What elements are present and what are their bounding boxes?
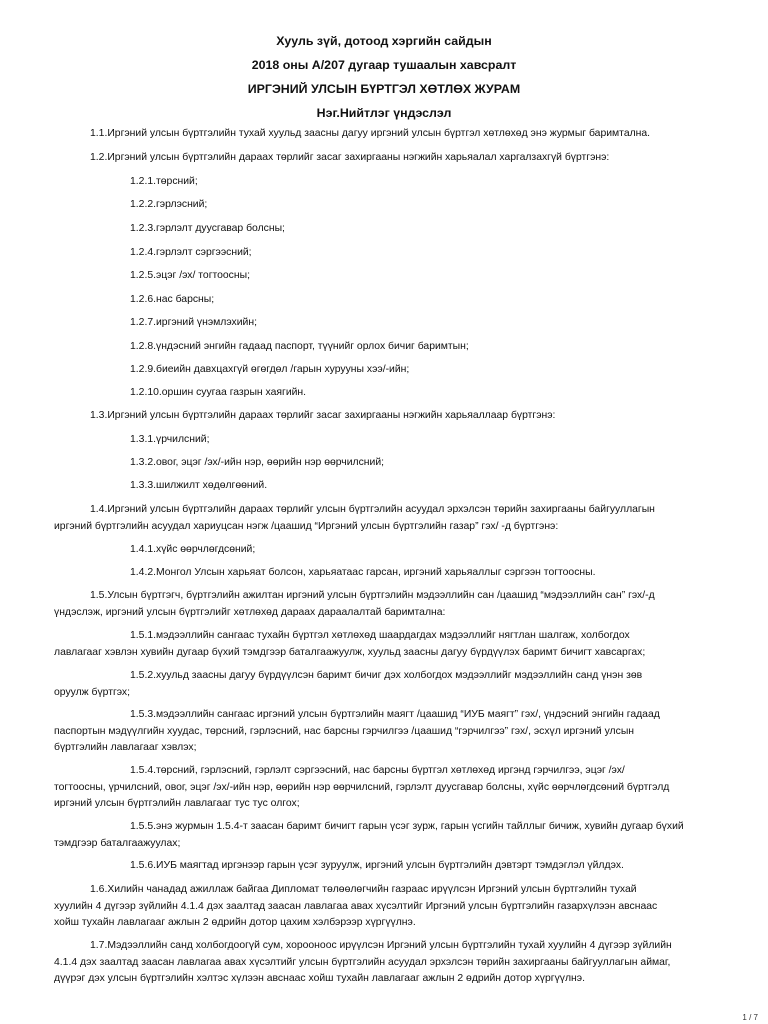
paragraph-line: 1.7.Мэдээллийн санд холбогдоогүй сум, хорооноос ирүүлсэн Иргэний улсын бүртгэлийн тухай хуулийн 4 дүгээр зүйлийн xyxy=(90,940,672,951)
list-item: 1.3.2.овог, эцэг /эх/-ийн нэр, өөрийн нэр өөрчилсний; xyxy=(130,457,385,468)
paragraph-1-5-5 xyxy=(54,819,730,852)
paragraph-line: 1.5.Улсын бүртгэгч, бүртгэлийн ажилтан иргэний улсын бүртгэлийн мэдээллийн сан /цаашид “мэдээллийн сан” гэх/-д xyxy=(90,590,655,601)
paragraph-1-5-1 xyxy=(54,628,730,661)
paragraph-line: 1.5.1.мэдээллийн сангаас тухайн бүртгэл хөтлөхөд шаардагдах мэдээллийг нягтлан шалгаж, холбогдох xyxy=(130,630,630,641)
paragraph-line: иргэний бүртгэлийн асуудал хариуцсан нэгж /цаашид “Иргэний улсын бүртгэлийн газар” гэх/ -д бүртгэнэ: xyxy=(54,520,559,532)
paragraph-1-5-3 xyxy=(54,707,730,757)
section-heading: Нэг.Нийтлэг үндэслэл xyxy=(316,106,452,120)
paragraph-1-5-2 xyxy=(54,668,730,701)
paragraph-line: 1.5.2.хуульд заасны дагуу бүрдүүлсэн баримт бичиг дэх холбогдох мэдээллийг мэдээллийн санд үнэн зөв xyxy=(130,670,643,681)
paragraph-line: оруулж бүртгэх; xyxy=(54,686,131,698)
paragraph-line: үндэслэж, иргэний улсын бүртгэлийг хөтлөхөд дараах дараалалтай баримтална: xyxy=(54,606,446,618)
paragraph-1-2: 1.2.Иргэний улсын бүртгэлийн дараах төрлийг засаг захиргааны нэгжийн харьяалал харгалзахгүй бүртгэнэ: xyxy=(90,152,610,163)
paragraph-line: 4.1.4 дэх заалтад заасан лавлагаа авах хүсэлтийг улсын бүртгэлийн асуудал эрхэлсэн төрийн захиргааны байгууллагын аймаг, xyxy=(54,956,671,968)
paragraph-1-5 xyxy=(54,588,730,621)
list-item: 1.2.2.гэрлэсний; xyxy=(130,199,208,210)
paragraph-line: хуулийн 4 дүгээр зүйлийн 4.1.4 дэх заалтад заасан лавлагаа авах хүсэлтийг Иргэний улсын бүртгэлийн газархүлээн авснаас xyxy=(54,900,658,912)
paragraph-1-7 xyxy=(54,938,730,988)
paragraph-line: тэмдгээр баталгаажуулах; xyxy=(54,837,181,849)
list-item: 1.3.3.шилжилт хөдөлгөөний. xyxy=(130,480,268,491)
list-item: 1.2.7.иргэний үнэмлэхийн; xyxy=(130,317,257,328)
paragraph-1-3: 1.3.Иргэний улсын бүртгэлийн дараах төрлийг засаг захиргааны нэгжийн харьяаллаар бүртгэнэ: xyxy=(90,410,556,421)
list-item: 1.4.1.хүйс өөрчлөгдсөний; xyxy=(130,544,256,555)
paragraph-line: хойш тухайн лавлагааг ажлын 2 өдрийн дотор цахим хэлбэрээр хүргүүлнэ. xyxy=(54,917,416,928)
paragraph-1-4 xyxy=(54,502,730,535)
list-item: 1.2.4.гэрлэлт сэргээсний; xyxy=(130,247,252,258)
list-item: 1.2.6.нас барсны; xyxy=(130,294,215,305)
paragraph-line: тогтоосны, үрчилсний, овог, эцэг /эх/-ийн нэр, өөрийн нэр өөрчилсний, гэрлэлт дуусгавар болсны, хүйс өөрчлөгдсөний бүртгэлд xyxy=(54,781,670,793)
paragraph-line: дүүрэг дэх улсын бүртгэлийн хэлтэс хүлээн авснаас хойш тухайн лавлагааг ажлын 2 өдрийн дотор хүргүүлнэ. xyxy=(54,973,585,984)
paragraph-1-5-4 xyxy=(54,763,730,813)
paragraph-line: 1.5.5.энэ журмын 1.5.4-т заасан баримт бичигт гарын үсэг зурж, гарын үсгийн тайллыг бичиж, хувийн дугаар бүхий xyxy=(130,821,684,832)
list-item: 1.3.1.үрчилсний; xyxy=(130,434,210,445)
paragraph-1-1: 1.1.Иргэний улсын бүртгэлийн тухай хуульд заасны дагуу иргэний улсын бүртгэл хөтлөхөд энэ журмыг баримтална. xyxy=(90,128,651,139)
order-line: 2018 оны А/207 дугаар тушаалын хавсралт xyxy=(251,58,517,72)
paragraph-line: 1.5.3.мэдээллийн сангаас иргэний улсын бүртгэлийн маягт /цаашид “ИУБ маягт” гэх/, үндэсний энгийн гадаад xyxy=(130,709,660,720)
document-title: ИРГЭНИЙ УЛСЫН БҮРТГЭЛ ХӨТЛӨХ ЖУРАМ xyxy=(247,82,521,96)
paragraph-1-6 xyxy=(54,882,730,932)
paragraph-line: паспортын мэдүүлгийн хуудас, төрсний, гэрлэсний, нас барсны гэрчилгээ /цаашид “гэрчилгээ” гэх/, эсхүл иргэний улсын xyxy=(54,725,635,737)
list-item: 1.2.9.биеийн давхцахгүй өгөгдөл /гарын хурууны хээ/-ийн; xyxy=(130,364,410,375)
list-item: 1.2.5.эцэг /эх/ тогтоосны; xyxy=(130,270,250,281)
page-number: 1 / 7 xyxy=(742,1013,758,1022)
ministry-line: Хууль зүй, дотоод хэргийн сайдын xyxy=(276,34,492,48)
list-item: 1.4.2.Монгол Улсын харьяат болсон, харьяатаас гарсан, иргэний харьяаллыг сэргээн тогтоосны. xyxy=(130,567,596,578)
paragraph-line: лавлагааг хэвлэн хувийн дугаар бүхий тэмдгээр баталгаажуулж, хуульд заасны дагуу бүрдүүлэх баримт бичигт хавсаргах; xyxy=(54,646,646,658)
paragraph-line: бүртгэлийн лавлагааг хэвлэх; xyxy=(54,742,197,753)
paragraph-line: 1.6.Хилийн чанадад ажиллаж байгаа Дипломат төлөөлөгчийн газраас ирүүлсэн Иргэний улсын бүртгэлийн тухай xyxy=(90,884,637,895)
paragraph-line: 1.4.Иргэний улсын бүртгэлийн дараах төрлийг улсын бүртгэлийн асуудал эрхэлсэн төрийн захиргааны байгууллагын xyxy=(90,504,655,515)
list-item: 1.2.1.төрсний; xyxy=(130,176,198,187)
list-item: 1.2.8.үндэсний энгийн гадаад паспорт, түүнийг орлох бичиг баримтын; xyxy=(130,341,469,352)
paragraph-line: иргэний улсын бүртгэлийн лавлагааг тус тус олгох; xyxy=(54,798,300,809)
paragraph-1-5-6: 1.5.6.ИУБ маягтад иргэнээр гарын үсэг зуруулж, иргэний улсын бүртгэлийн дэвтэрт тэмдэглэл үйлдэх. xyxy=(130,860,624,871)
list-item: 1.2.10.оршин суугаа газрын хаягийн. xyxy=(130,387,307,398)
list-item: 1.2.3.гэрлэлт дуусгавар болсны; xyxy=(130,223,285,234)
paragraph-line: 1.5.4.төрсний, гэрлэсний, гэрлэлт сэргээсний, нас барсны бүртгэл хөтлөхөд иргэнд гэрчилгээ, эцэг /эх/ xyxy=(130,765,625,776)
